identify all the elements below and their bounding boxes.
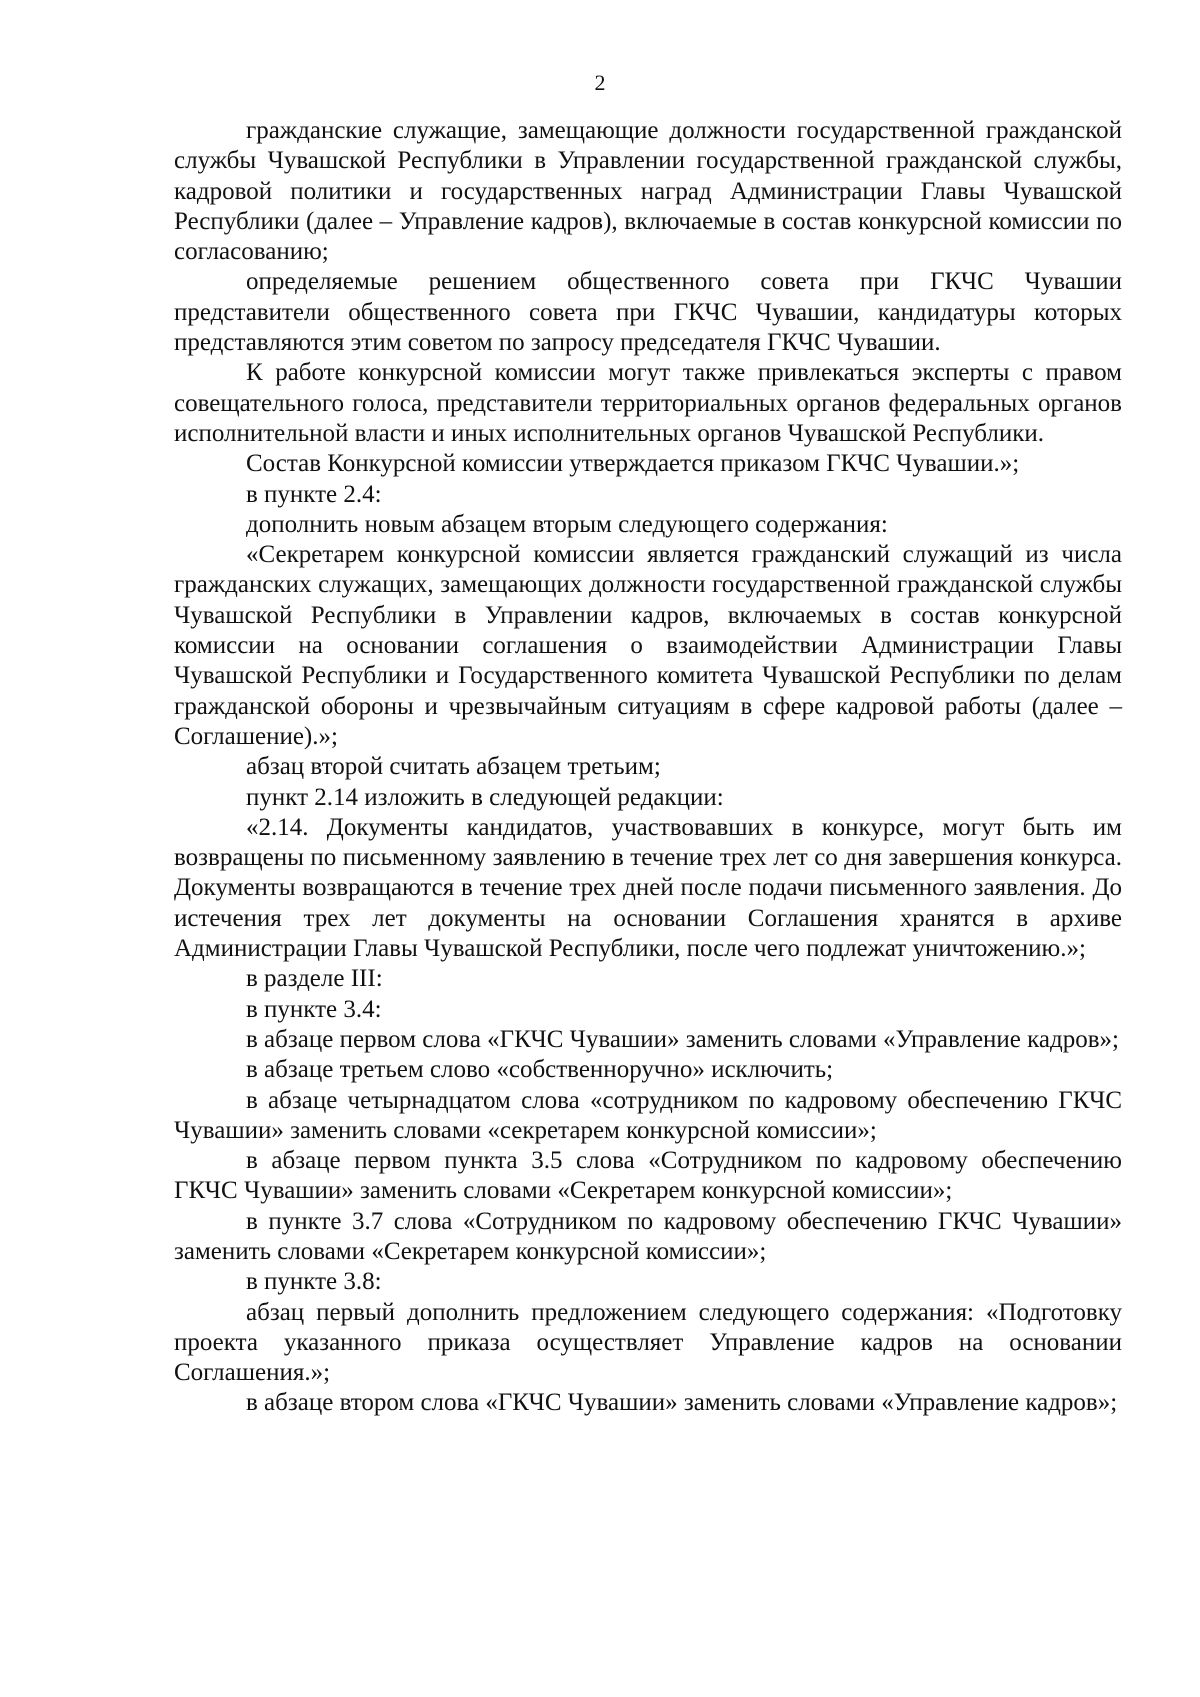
paragraph: в абзаце первом пункта 3.5 слова «Сотрудником по кадровому обеспечению ГКЧС Чувашии» заменить словами «Секретарем конкурсной комиссии»; xyxy=(174,1147,1122,1205)
paragraph: Состав Конкурсной комиссии утверждается приказом ГКЧС Чувашии.»; xyxy=(246,450,1020,478)
paragraph: в абзаце первом слова «ГКЧС Чувашии» заменить словами «Управление кадров»; xyxy=(246,1025,1119,1053)
paragraph: абзац первый дополнить предложением следующего содержания: «Подготовку проекта указанного приказа осуществляет Управление кадров на основании Соглашения.»; xyxy=(174,1298,1122,1387)
paragraph: гражданские служащие, замещающие должности государственной гражданской службы Чувашской Республики в Управлении государственной гражданской службы, кадровой политики и государственных наград Администрации Главы Чувашской Республики (далее – Управление кадров), включаемые в состав конкурсной комиссии по согласованию; xyxy=(174,117,1122,266)
paragraph: в пункте 2.4: xyxy=(246,480,382,508)
paragraph: в абзаце втором слова «ГКЧС Чувашии» заменить словами «Управление кадров»; xyxy=(246,1389,1118,1417)
document-body xyxy=(174,116,1122,1419)
paragraph: «Секретарем конкурсной комиссии является гражданский служащий из числа гражданских служащих, замещающих должности государственной гражданской службы Чувашской Республики в Управлении кадров, включаемых в состав конкурсной комиссии на основании соглашения о взаимодействии Администрации Главы Чувашской Республики и Государственного комитета Чувашской Республики по делам гражданской обороны и чрезвычайным ситуациям в сфере кадровой работы (далее – Соглашение).»; xyxy=(174,541,1122,750)
paragraph: пункт 2.14 изложить в следующей редакции: xyxy=(246,783,724,811)
paragraph: в пункте 3.7 слова «Сотрудником по кадровому обеспечению ГКЧС Чувашии» заменить словами «Секретарем конкурсной комиссии»; xyxy=(174,1207,1122,1265)
paragraph: «2.14. Документы кандидатов, участвовавших в конкурсе, могут быть им возвращены по письменному заявлению в течение трех лет со дня завершения конкурса. Документы возвращаются в течение трех дней после подачи письменного заявления. До истечения трех лет документы на основании Соглашения хранятся в архиве Администрации Главы Чувашской Республики, после чего подлежат уничтожению.»; xyxy=(174,813,1122,963)
paragraph: К работе конкурсной комиссии могут также привлекаться эксперты с правом совещательного голоса, представители территориальных органов федеральных органов исполнительной власти и иных исполнительных органов Чувашской Республики. xyxy=(174,359,1122,447)
paragraph: в пункте 3.4: xyxy=(246,995,382,1023)
paragraph: в разделе III: xyxy=(246,965,383,993)
paragraph: дополнить новым абзацем вторым следующего содержания: xyxy=(246,510,888,538)
paragraph: определяемые решением общественного совета при ГКЧС Чувашии представители общественного совета при ГКЧС Чувашии, кандидатуры которых представляются этим советом по запросу председателя ГКЧС Чувашии. xyxy=(174,268,1122,357)
paragraph: в абзаце четырнадцатом слова «сотрудником по кадровому обеспечению ГКЧС Чувашии» заменить словами «секретарем конкурсной комиссии»; xyxy=(174,1086,1122,1144)
paragraph: абзац второй считать абзацем третьим; xyxy=(246,753,661,781)
paragraph: в пункте 3.8: xyxy=(246,1268,382,1296)
page-number: 2 xyxy=(594,70,606,95)
paragraph: в абзаце третьем слово «собственноручно» исключить; xyxy=(246,1056,834,1084)
